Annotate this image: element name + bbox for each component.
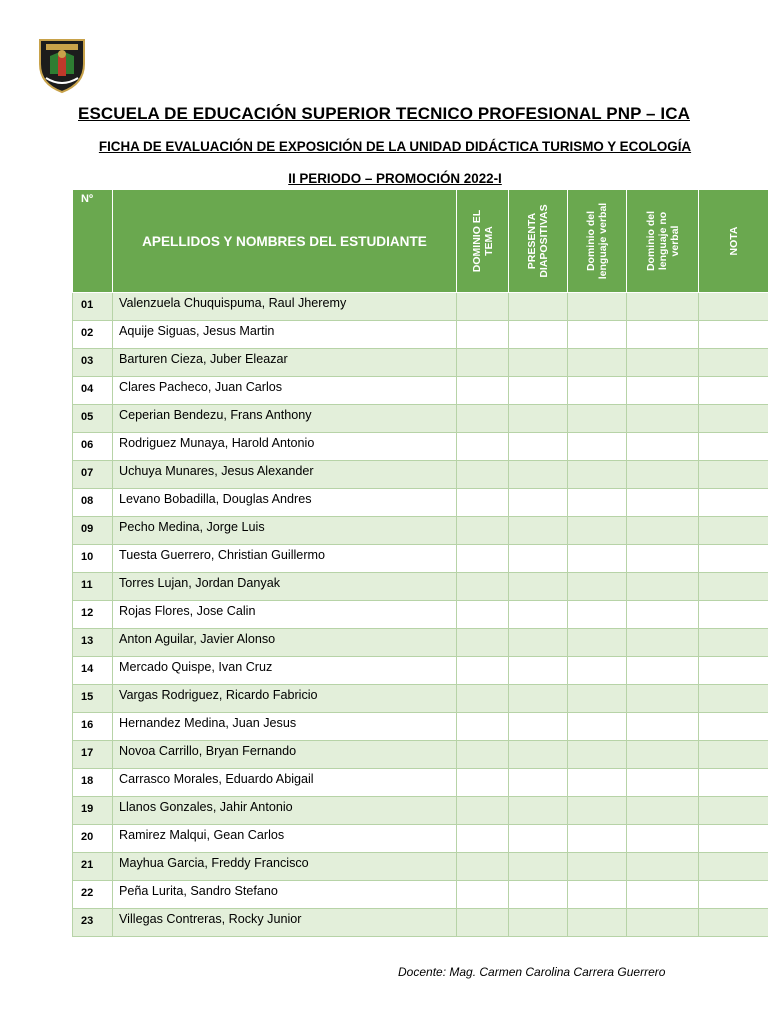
score-cell-lenguaje-verbal[interactable] [568,461,627,489]
student-name: Vargas Rodriguez, Ricardo Fabricio [113,685,457,713]
score-cell-nota[interactable] [699,489,768,517]
table-row [73,741,768,769]
col-header-number [73,190,113,293]
number-header: Nº [81,193,93,205]
col-header-nota [699,190,768,293]
table-row [73,573,768,601]
table-row [73,545,768,573]
col-header-lenguaje-verbal [568,190,627,293]
student-name: Ramirez Malqui, Gean Carlos [113,825,457,853]
score-cell-lenguaje-verbal[interactable] [568,545,627,573]
table-row [73,405,768,433]
score-cell-lenguaje-no-verbal[interactable] [627,321,699,349]
table-row [73,769,768,797]
table-row [73,853,768,881]
table-row [73,629,768,657]
score-cell-nota[interactable] [699,349,768,377]
score-cell-nota[interactable] [699,713,768,741]
student-name: Torres Lujan, Jordan Danyak [113,573,457,601]
student-name: Valenzuela Chuquispuma, Raul Jheremy [113,293,457,321]
score-cell-nota[interactable] [699,685,768,713]
row-number: 05 [73,405,113,433]
name-header: APELLIDOS Y NOMBRES DEL ESTUDIANTE [142,234,427,249]
score-cell-dominio-tema[interactable] [457,433,509,461]
score-cell-diapositivas[interactable] [509,349,568,377]
score-cell-dominio-tema[interactable] [457,769,509,797]
row-number: 07 [73,461,113,489]
score-cell-diapositivas[interactable] [509,909,568,937]
score-cell-diapositivas[interactable] [509,657,568,685]
row-number: 08 [73,489,113,517]
score-cell-dominio-tema[interactable] [457,545,509,573]
period-subtitle: II PERIODO – PROMOCIÓN 2022-I [288,171,502,186]
row-number: 16 [73,713,113,741]
row-number: 14 [73,657,113,685]
score-cell-lenguaje-no-verbal[interactable] [627,349,699,377]
score-cell-diapositivas[interactable] [509,853,568,881]
score-cell-dominio-tema[interactable] [457,461,509,489]
score-cell-lenguaje-no-verbal[interactable] [627,377,699,405]
score-cell-diapositivas[interactable] [509,321,568,349]
row-number: 13 [73,629,113,657]
score-cell-lenguaje-verbal[interactable] [568,489,627,517]
student-name: Carrasco Morales, Eduardo Abigail [113,769,457,797]
score-cell-lenguaje-no-verbal[interactable] [627,461,699,489]
student-name: Levano Bobadilla, Douglas Andres [113,489,457,517]
student-name: Pecho Medina, Jorge Luis [113,517,457,545]
score-cell-lenguaje-verbal[interactable] [568,405,627,433]
score-cell-dominio-tema[interactable] [457,573,509,601]
score-cell-lenguaje-verbal[interactable] [568,321,627,349]
table-row [73,825,768,853]
score-cell-nota[interactable] [699,461,768,489]
score-cell-diapositivas[interactable] [509,517,568,545]
row-number: 10 [73,545,113,573]
score-cell-lenguaje-verbal[interactable] [568,881,627,909]
student-name: Mercado Quispe, Ivan Cruz [113,657,457,685]
col-header-lenguaje-no-verbal [627,190,699,293]
row-number: 11 [73,573,113,601]
score-cell-nota[interactable] [699,545,768,573]
score-cell-nota[interactable] [699,405,768,433]
student-name: Tuesta Guerrero, Christian Guillermo [113,545,457,573]
score-cell-lenguaje-verbal[interactable] [568,657,627,685]
score-cell-lenguaje-no-verbal[interactable] [627,853,699,881]
score-cell-nota[interactable] [699,853,768,881]
row-number: 15 [73,685,113,713]
row-number: 18 [73,769,113,797]
score-cell-dominio-tema[interactable] [457,797,509,825]
score-cell-nota[interactable] [699,601,768,629]
row-number: 01 [73,293,113,321]
evaluation-subtitle: FICHA DE EVALUACIÓN DE EXPOSICIÓN DE LA UNIDAD DIDÁCTICA TURISMO Y ECOLOGÍA [98,139,692,154]
score-cell-diapositivas[interactable] [509,601,568,629]
score-cell-lenguaje-verbal[interactable] [568,685,627,713]
score-cell-dominio-tema[interactable] [457,349,509,377]
nota-header: NOTA [727,226,740,256]
score-cell-lenguaje-verbal[interactable] [568,909,627,937]
table-row [73,797,768,825]
col-header-dominio-tema [457,190,509,293]
score-cell-diapositivas[interactable] [509,489,568,517]
score-cell-nota[interactable] [699,629,768,657]
score-cell-lenguaje-no-verbal[interactable] [627,881,699,909]
table-row [73,909,768,937]
table-row [73,321,768,349]
row-number: 03 [73,349,113,377]
table-row [73,713,768,741]
score-cell-dominio-tema[interactable] [457,489,509,517]
evaluation-table [72,189,768,937]
score-cell-diapositivas[interactable] [509,881,568,909]
score-cell-dominio-tema[interactable] [457,909,509,937]
row-number: 12 [73,601,113,629]
student-rows [73,293,768,937]
score-cell-nota[interactable] [699,881,768,909]
score-cell-nota[interactable] [699,769,768,797]
score-cell-dominio-tema[interactable] [457,321,509,349]
score-cell-lenguaje-no-verbal[interactable] [627,293,699,321]
student-name: Aquije Siguas, Jesus Martin [113,321,457,349]
teacher-signature: Docente: Mag. Carmen Carolina Carrera Guerrero [398,965,666,979]
student-name: Rodriguez Munaya, Harold Antonio [113,433,457,461]
school-shield-icon [36,34,88,94]
score-cell-diapositivas[interactable] [509,713,568,741]
dominio-tema-header: DOMINIO EL TEMA [470,209,495,273]
table-row [73,881,768,909]
table-row [73,657,768,685]
lenguaje-no-verbal-header: Dominio del lenguaje no verbal [644,210,681,272]
score-cell-diapositivas[interactable] [509,405,568,433]
score-cell-diapositivas[interactable] [509,433,568,461]
score-cell-lenguaje-no-verbal[interactable] [627,713,699,741]
table-row [73,349,768,377]
student-name: Anton Aguilar, Javier Alonso [113,629,457,657]
score-cell-dominio-tema[interactable] [457,853,509,881]
row-number: 17 [73,741,113,769]
table-row [73,293,768,321]
row-number: 20 [73,825,113,853]
student-name: Ceperian Bendezu, Frans Anthony [113,405,457,433]
score-cell-lenguaje-no-verbal[interactable] [627,909,699,937]
score-cell-dominio-tema[interactable] [457,685,509,713]
score-cell-lenguaje-no-verbal[interactable] [627,545,699,573]
score-cell-dominio-tema[interactable] [457,405,509,433]
score-cell-lenguaje-verbal[interactable] [568,853,627,881]
col-header-name [113,190,457,293]
table-row [73,461,768,489]
score-cell-diapositivas[interactable] [509,377,568,405]
score-cell-lenguaje-no-verbal[interactable] [627,685,699,713]
student-name: Uchuya Munares, Jesus Alexander [113,461,457,489]
row-number: 22 [73,881,113,909]
score-cell-lenguaje-no-verbal[interactable] [627,629,699,657]
table-row [73,601,768,629]
score-cell-nota[interactable] [699,433,768,461]
score-cell-lenguaje-no-verbal[interactable] [627,601,699,629]
score-cell-lenguaje-verbal[interactable] [568,433,627,461]
score-cell-diapositivas[interactable] [509,797,568,825]
score-cell-nota[interactable] [699,741,768,769]
score-cell-diapositivas[interactable] [509,461,568,489]
score-cell-nota[interactable] [699,825,768,853]
score-cell-dominio-tema[interactable] [457,517,509,545]
score-cell-lenguaje-verbal[interactable] [568,293,627,321]
score-cell-dominio-tema[interactable] [457,881,509,909]
score-cell-diapositivas[interactable] [509,629,568,657]
score-cell-lenguaje-verbal[interactable] [568,769,627,797]
student-name: Barturen Cieza, Juber Eleazar [113,349,457,377]
table-row [73,433,768,461]
score-cell-lenguaje-no-verbal[interactable] [627,797,699,825]
score-cell-lenguaje-verbal[interactable] [568,517,627,545]
score-cell-nota[interactable] [699,657,768,685]
diapositivas-header: PRESENTA DIAPOSITIVAS [526,204,550,278]
score-cell-lenguaje-no-verbal[interactable] [627,825,699,853]
score-cell-lenguaje-verbal[interactable] [568,377,627,405]
row-number: 19 [73,797,113,825]
score-cell-diapositivas[interactable] [509,685,568,713]
page-title: ESCUELA DE EDUCACIÓN SUPERIOR TECNICO PROFESIONAL PNP – ICA [78,104,690,123]
score-cell-dominio-tema[interactable] [457,377,509,405]
col-header-diapositivas [509,190,568,293]
score-cell-nota[interactable] [699,293,768,321]
score-cell-lenguaje-verbal[interactable] [568,713,627,741]
score-cell-dominio-tema[interactable] [457,293,509,321]
score-cell-nota[interactable] [699,909,768,937]
score-cell-lenguaje-no-verbal[interactable] [627,405,699,433]
table-header-row [73,190,768,293]
score-cell-lenguaje-verbal[interactable] [568,741,627,769]
score-cell-lenguaje-no-verbal[interactable] [627,769,699,797]
score-cell-lenguaje-verbal[interactable] [568,349,627,377]
score-cell-lenguaje-no-verbal[interactable] [627,741,699,769]
score-cell-dominio-tema[interactable] [457,825,509,853]
score-cell-nota[interactable] [699,573,768,601]
score-cell-diapositivas[interactable] [509,293,568,321]
score-cell-lenguaje-no-verbal[interactable] [627,657,699,685]
score-cell-lenguaje-verbal[interactable] [568,825,627,853]
score-cell-lenguaje-verbal[interactable] [568,629,627,657]
student-name: Novoa Carrillo, Bryan Fernando [113,741,457,769]
score-cell-nota[interactable] [699,321,768,349]
table-row [73,685,768,713]
score-cell-diapositivas[interactable] [509,741,568,769]
table-row [73,489,768,517]
lenguaje-verbal-header: Dominio del lenguaje verbal [585,202,609,280]
score-cell-lenguaje-no-verbal[interactable] [627,517,699,545]
score-cell-dominio-tema[interactable] [457,657,509,685]
row-number: 06 [73,433,113,461]
student-name: Clares Pacheco, Juan Carlos [113,377,457,405]
table-row [73,377,768,405]
row-number: 09 [73,517,113,545]
score-cell-dominio-tema[interactable] [457,713,509,741]
score-cell-lenguaje-verbal[interactable] [568,573,627,601]
score-cell-diapositivas[interactable] [509,573,568,601]
score-cell-lenguaje-no-verbal[interactable] [627,573,699,601]
student-name: Llanos Gonzales, Jahir Antonio [113,797,457,825]
score-cell-diapositivas[interactable] [509,825,568,853]
student-name: Rojas Flores, Jose Calin [113,601,457,629]
score-cell-dominio-tema[interactable] [457,601,509,629]
table-row [73,517,768,545]
score-cell-nota[interactable] [699,517,768,545]
score-cell-lenguaje-verbal[interactable] [568,797,627,825]
score-cell-lenguaje-no-verbal[interactable] [627,433,699,461]
student-name: Mayhua Garcia, Freddy Francisco [113,853,457,881]
score-cell-diapositivas[interactable] [509,545,568,573]
row-number: 02 [73,321,113,349]
score-cell-diapositivas[interactable] [509,769,568,797]
score-cell-nota[interactable] [699,797,768,825]
student-name: Hernandez Medina, Juan Jesus [113,713,457,741]
score-cell-dominio-tema[interactable] [457,741,509,769]
row-number: 23 [73,909,113,937]
student-name: Villegas Contreras, Rocky Junior [113,909,457,937]
student-name: Peña Lurita, Sandro Stefano [113,881,457,909]
score-cell-nota[interactable] [699,377,768,405]
row-number: 04 [73,377,113,405]
score-cell-lenguaje-verbal[interactable] [568,601,627,629]
score-cell-lenguaje-no-verbal[interactable] [627,489,699,517]
score-cell-dominio-tema[interactable] [457,629,509,657]
row-number: 21 [73,853,113,881]
